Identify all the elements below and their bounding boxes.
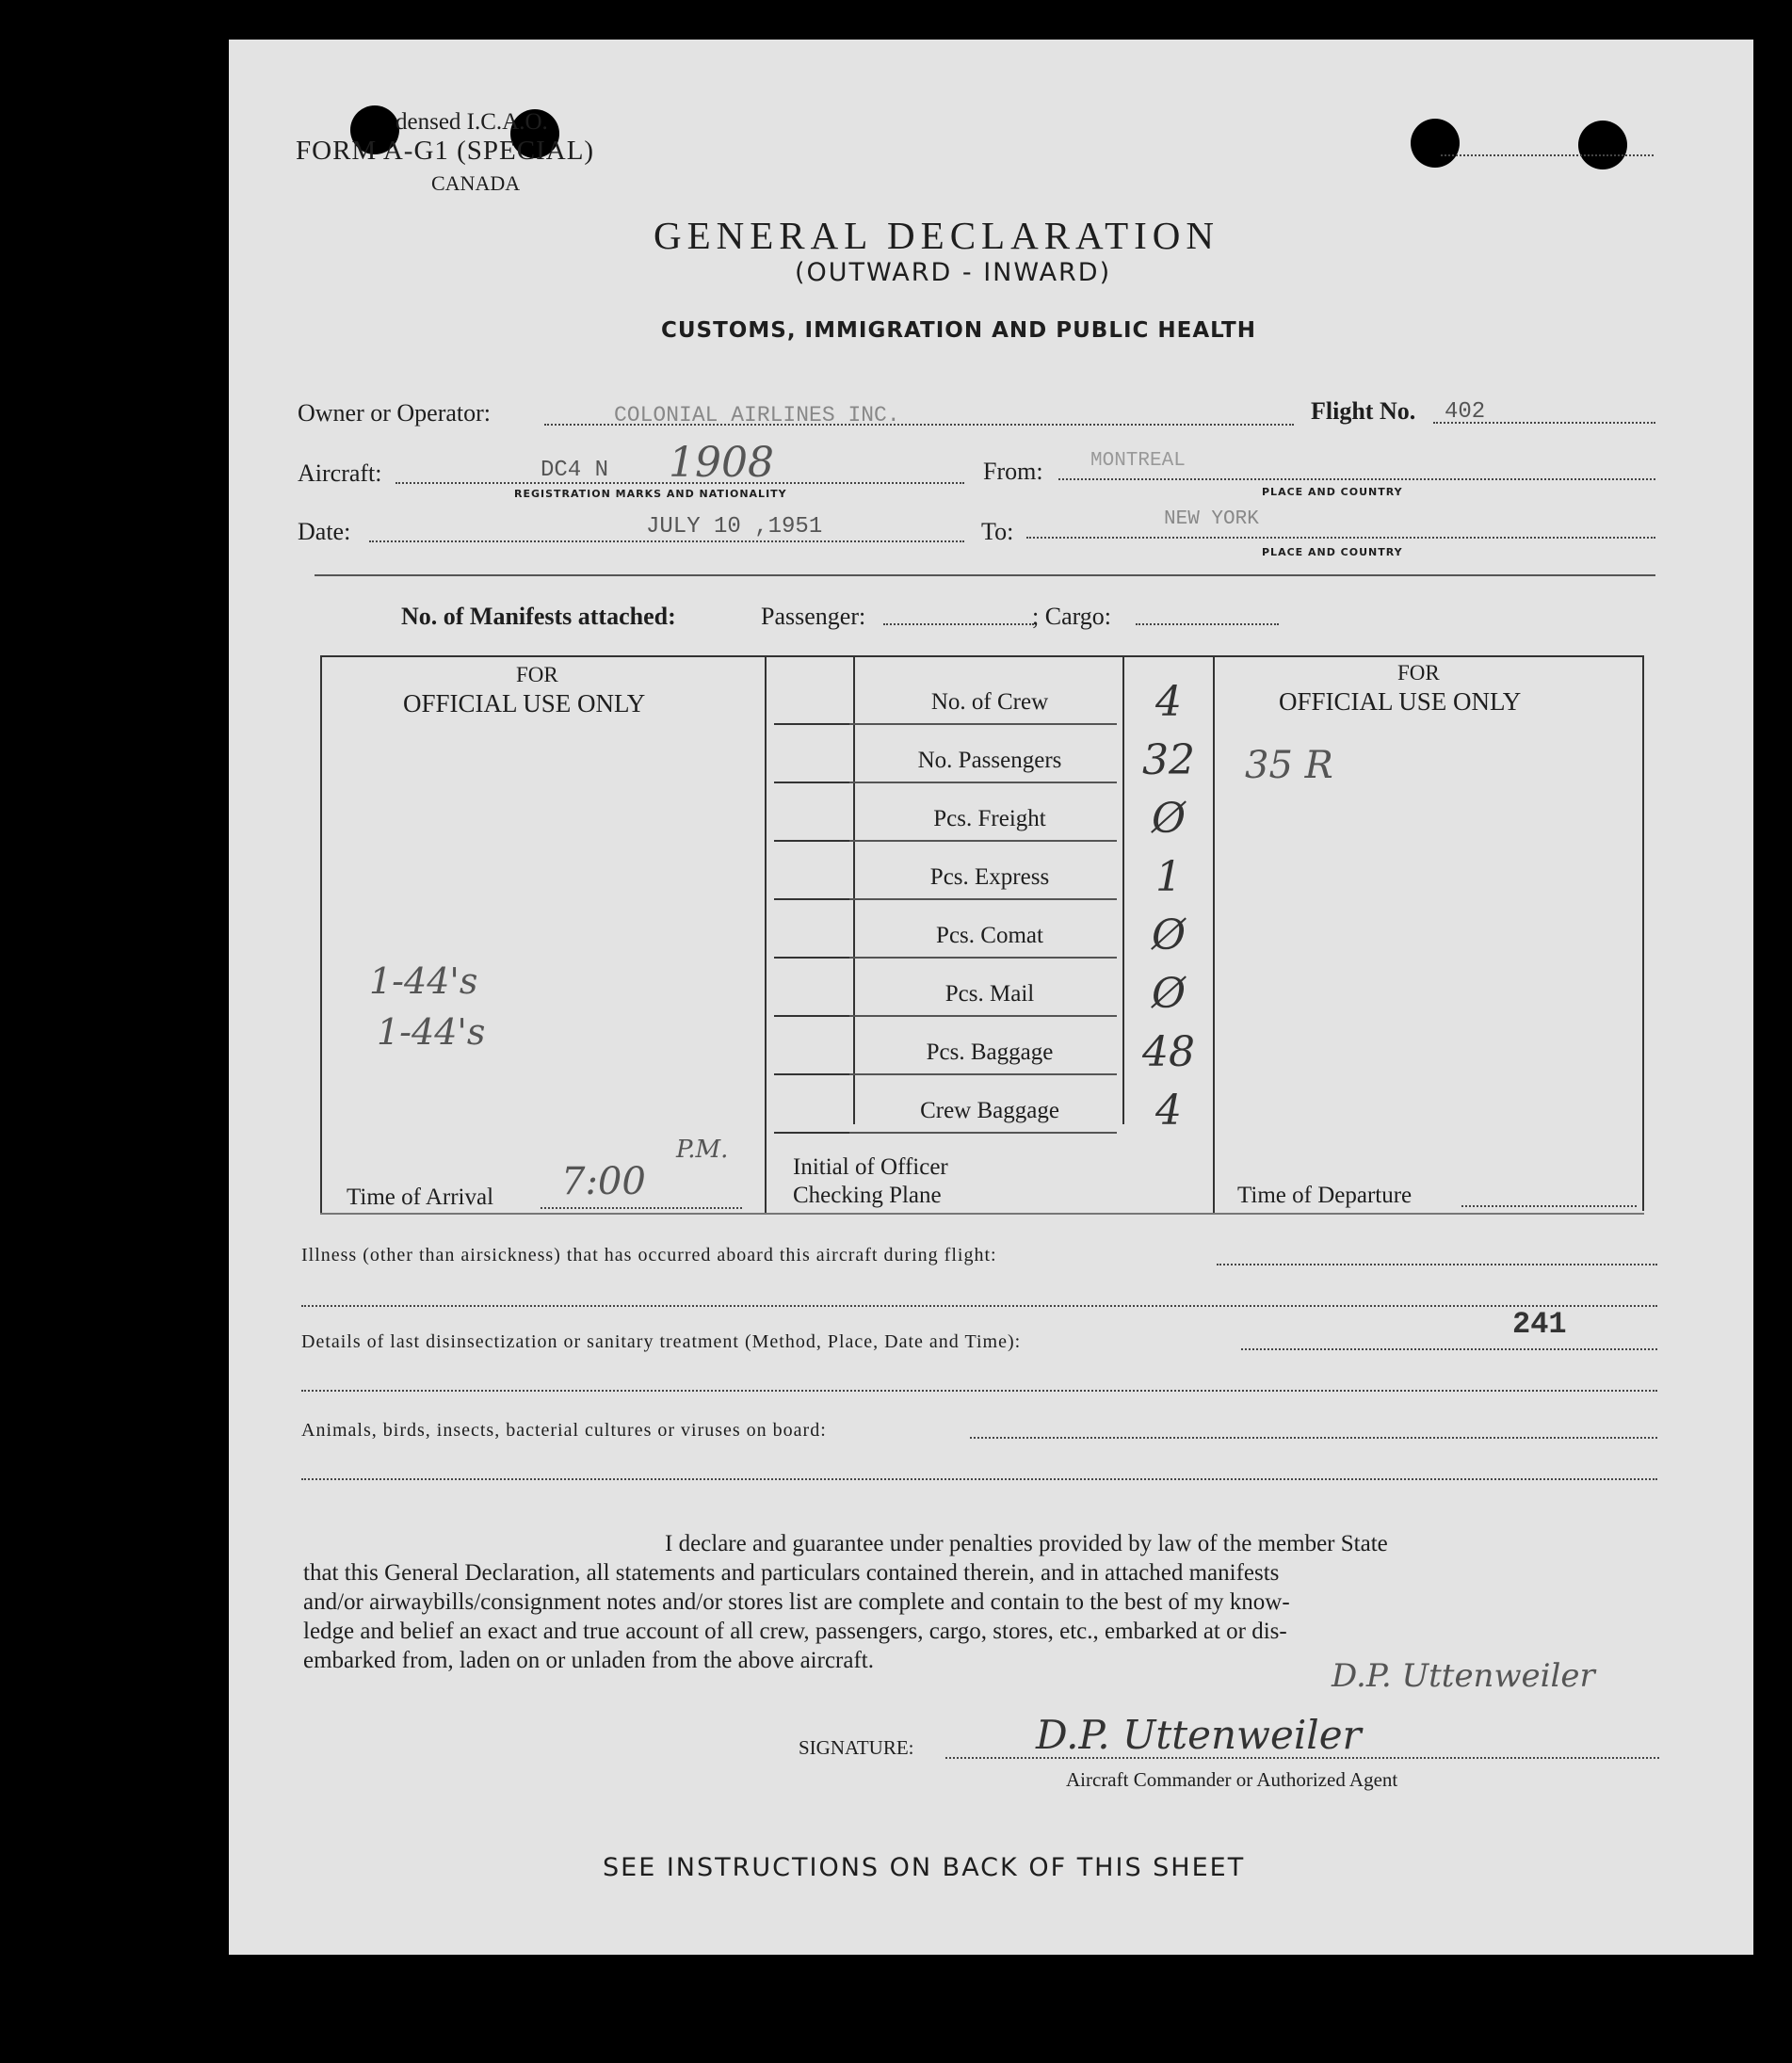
illness-field-line [1217, 1264, 1657, 1265]
manifests-passenger-line [883, 623, 1034, 625]
left-handwritten-note: 1-44's [377, 1011, 486, 1053]
count-row-label: No. of Crew [930, 689, 1049, 715]
declaration-line: ledge and belief an exact and true account of all crew, passengers, cargo, stores, etc., embarked at or dis- [303, 1619, 1287, 1644]
signature-label: SIGNATURE: [799, 1736, 914, 1759]
animals-extra-line [301, 1478, 1657, 1480]
count-row-value: 48 [1142, 1028, 1195, 1076]
arrival-field-line [541, 1207, 742, 1209]
flight-label: Flight No. [1311, 397, 1416, 425]
disinsect-label: Details of last disinsectization or sanitary treatment (Method, Place, Date and Time): [301, 1331, 1022, 1352]
count-row-tick [774, 1132, 849, 1134]
owner-label: Owner or Operator: [298, 399, 492, 427]
left-panel-title-2: OFFICIAL USE ONLY [403, 689, 646, 717]
manifests-cargo-label: ; Cargo: [1032, 603, 1112, 630]
stamp-number: 241 [1512, 1307, 1567, 1342]
illness-label: Illness (other than airsickness) that has occurred aboard this aircraft during flight: [301, 1245, 997, 1265]
count-row-value: Ø [1151, 795, 1187, 843]
count-row-tick [774, 782, 849, 783]
flight-value: 402 [1445, 399, 1486, 425]
manifests-label: No. of Manifests attached: [401, 603, 676, 630]
departure-label: Time of Departure [1237, 1183, 1413, 1208]
to-value: NEW YORK [1164, 508, 1259, 530]
aircraft-label: Aircraft: [298, 459, 382, 487]
page-title: GENERAL DECLARATION [654, 214, 1220, 257]
disinsect-field-line [1241, 1348, 1657, 1350]
owner-value: COLONIAL AIRLINES INC. [614, 403, 900, 427]
manifests-cargo-line [1136, 623, 1279, 625]
to-label: To: [981, 518, 1014, 545]
declaration-line: and/or airwaybills/consignment notes and/or stores list are complete and contain to the best of my know- [303, 1589, 1290, 1615]
signature-handwritten: D.P. Uttenweiler [1036, 1712, 1362, 1758]
illness-extra-line [301, 1305, 1657, 1307]
count-row-label: Pcs. Mail [944, 981, 1035, 1007]
place-country-note-1: PLACE AND COUNTRY [1262, 486, 1403, 498]
form-line-2: FORM A-G1 (SPECIAL) [296, 136, 595, 166]
animals-label: Animals, birds, insects, bacterial cultures or viruses on board: [301, 1420, 827, 1441]
right-handwritten-note: 35 R [1245, 744, 1333, 787]
declaration-line: that this General Declaration, all statements and particulars contained therein, and in attached manifests [303, 1560, 1280, 1586]
signature-caption: Aircraft Commander or Authorized Agent [1066, 1768, 1398, 1791]
from-value: MONTREAL [1090, 450, 1186, 472]
count-row-tick [774, 1073, 849, 1075]
date-value: JULY 10 ,1951 [646, 514, 823, 540]
date-field-line [369, 540, 964, 542]
animals-field-line [970, 1437, 1657, 1439]
punch-hole [1411, 119, 1460, 168]
manifests-passenger-label: Passenger: [761, 603, 866, 630]
count-row-tick [774, 898, 849, 900]
form-country: CANADA [431, 171, 521, 195]
count-row-value: 1 [1155, 853, 1182, 901]
disinsect-extra-line [301, 1390, 1657, 1392]
signature-handwritten-above: D.P. Uttenweiler [1332, 1657, 1595, 1695]
right-panel-title-1: FOR [1397, 661, 1440, 685]
departure-field-line [1461, 1205, 1637, 1207]
right-panel-title-2: OFFICIAL USE ONLY [1279, 687, 1522, 716]
count-row-tick [774, 723, 849, 725]
count-row-label: Crew Baggage [920, 1098, 1059, 1123]
table-bottom-border [320, 1213, 1644, 1215]
registration-note: REGISTRATION MARKS AND NATIONALITY [514, 488, 787, 500]
header-dotted-line [1441, 154, 1654, 156]
count-row-label: Pcs. Baggage [926, 1040, 1054, 1065]
table-divider [1122, 655, 1124, 1124]
table-top-border [320, 655, 1644, 657]
section-divider [315, 574, 1655, 576]
punch-hole [1578, 121, 1627, 169]
to-field-line [1026, 537, 1655, 539]
arrival-handwritten: 7:00 [561, 1160, 646, 1203]
table-divider [853, 655, 855, 1124]
declaration-line: embarked from, laden on or unladen from the above aircraft. [303, 1648, 874, 1673]
count-row-value: 4 [1155, 1087, 1182, 1135]
from-field-line [1058, 478, 1655, 480]
declaration-line: I declare and guarantee under penalties provided by law of the member State [665, 1531, 1388, 1556]
aircraft-handwritten: 1908 [669, 439, 774, 487]
count-row-label: Pcs. Express [929, 864, 1050, 890]
count-row-value: 32 [1142, 736, 1195, 784]
count-row-label: Pcs. Freight [933, 806, 1046, 831]
aircraft-value: DC4 N [541, 458, 609, 483]
count-row-label: No. Passengers [917, 748, 1062, 773]
count-row-label: Pcs. Comat [936, 923, 1043, 948]
count-row-value: Ø [1151, 911, 1187, 959]
footer-instructions: SEE INSTRUCTIONS ON BACK OF THIS SHEET [603, 1853, 1246, 1882]
left-panel-title-1: FOR [516, 663, 558, 686]
place-country-note-2: PLACE AND COUNTRY [1262, 546, 1403, 558]
from-label: From: [983, 458, 1043, 485]
officer-label-1: Initial of Officer [793, 1154, 948, 1180]
count-row-value: 4 [1155, 678, 1182, 726]
table-right-border [1642, 655, 1644, 1211]
count-row-tick [774, 1015, 849, 1017]
table-divider [1213, 655, 1215, 1213]
page-subtitle: (OUTWARD - INWARD) [795, 258, 1112, 287]
count-row-tick [774, 840, 849, 842]
arrival-label: Time of Arrival [347, 1185, 494, 1210]
date-label: Date: [298, 518, 351, 545]
table-left-border [320, 655, 322, 1213]
left-handwritten-note: 1-44's [369, 960, 478, 1002]
officer-label-2: Checking Plane [793, 1183, 942, 1208]
table-divider [765, 655, 767, 1213]
form-line-1: densed I.C.A.O. [396, 109, 548, 135]
page-subject: CUSTOMS, IMMIGRATION AND PUBLIC HEALTH [661, 318, 1256, 343]
count-row-tick [774, 957, 849, 959]
count-row-value: Ø [1151, 970, 1187, 1018]
arrival-pm: P.M. [676, 1136, 729, 1164]
